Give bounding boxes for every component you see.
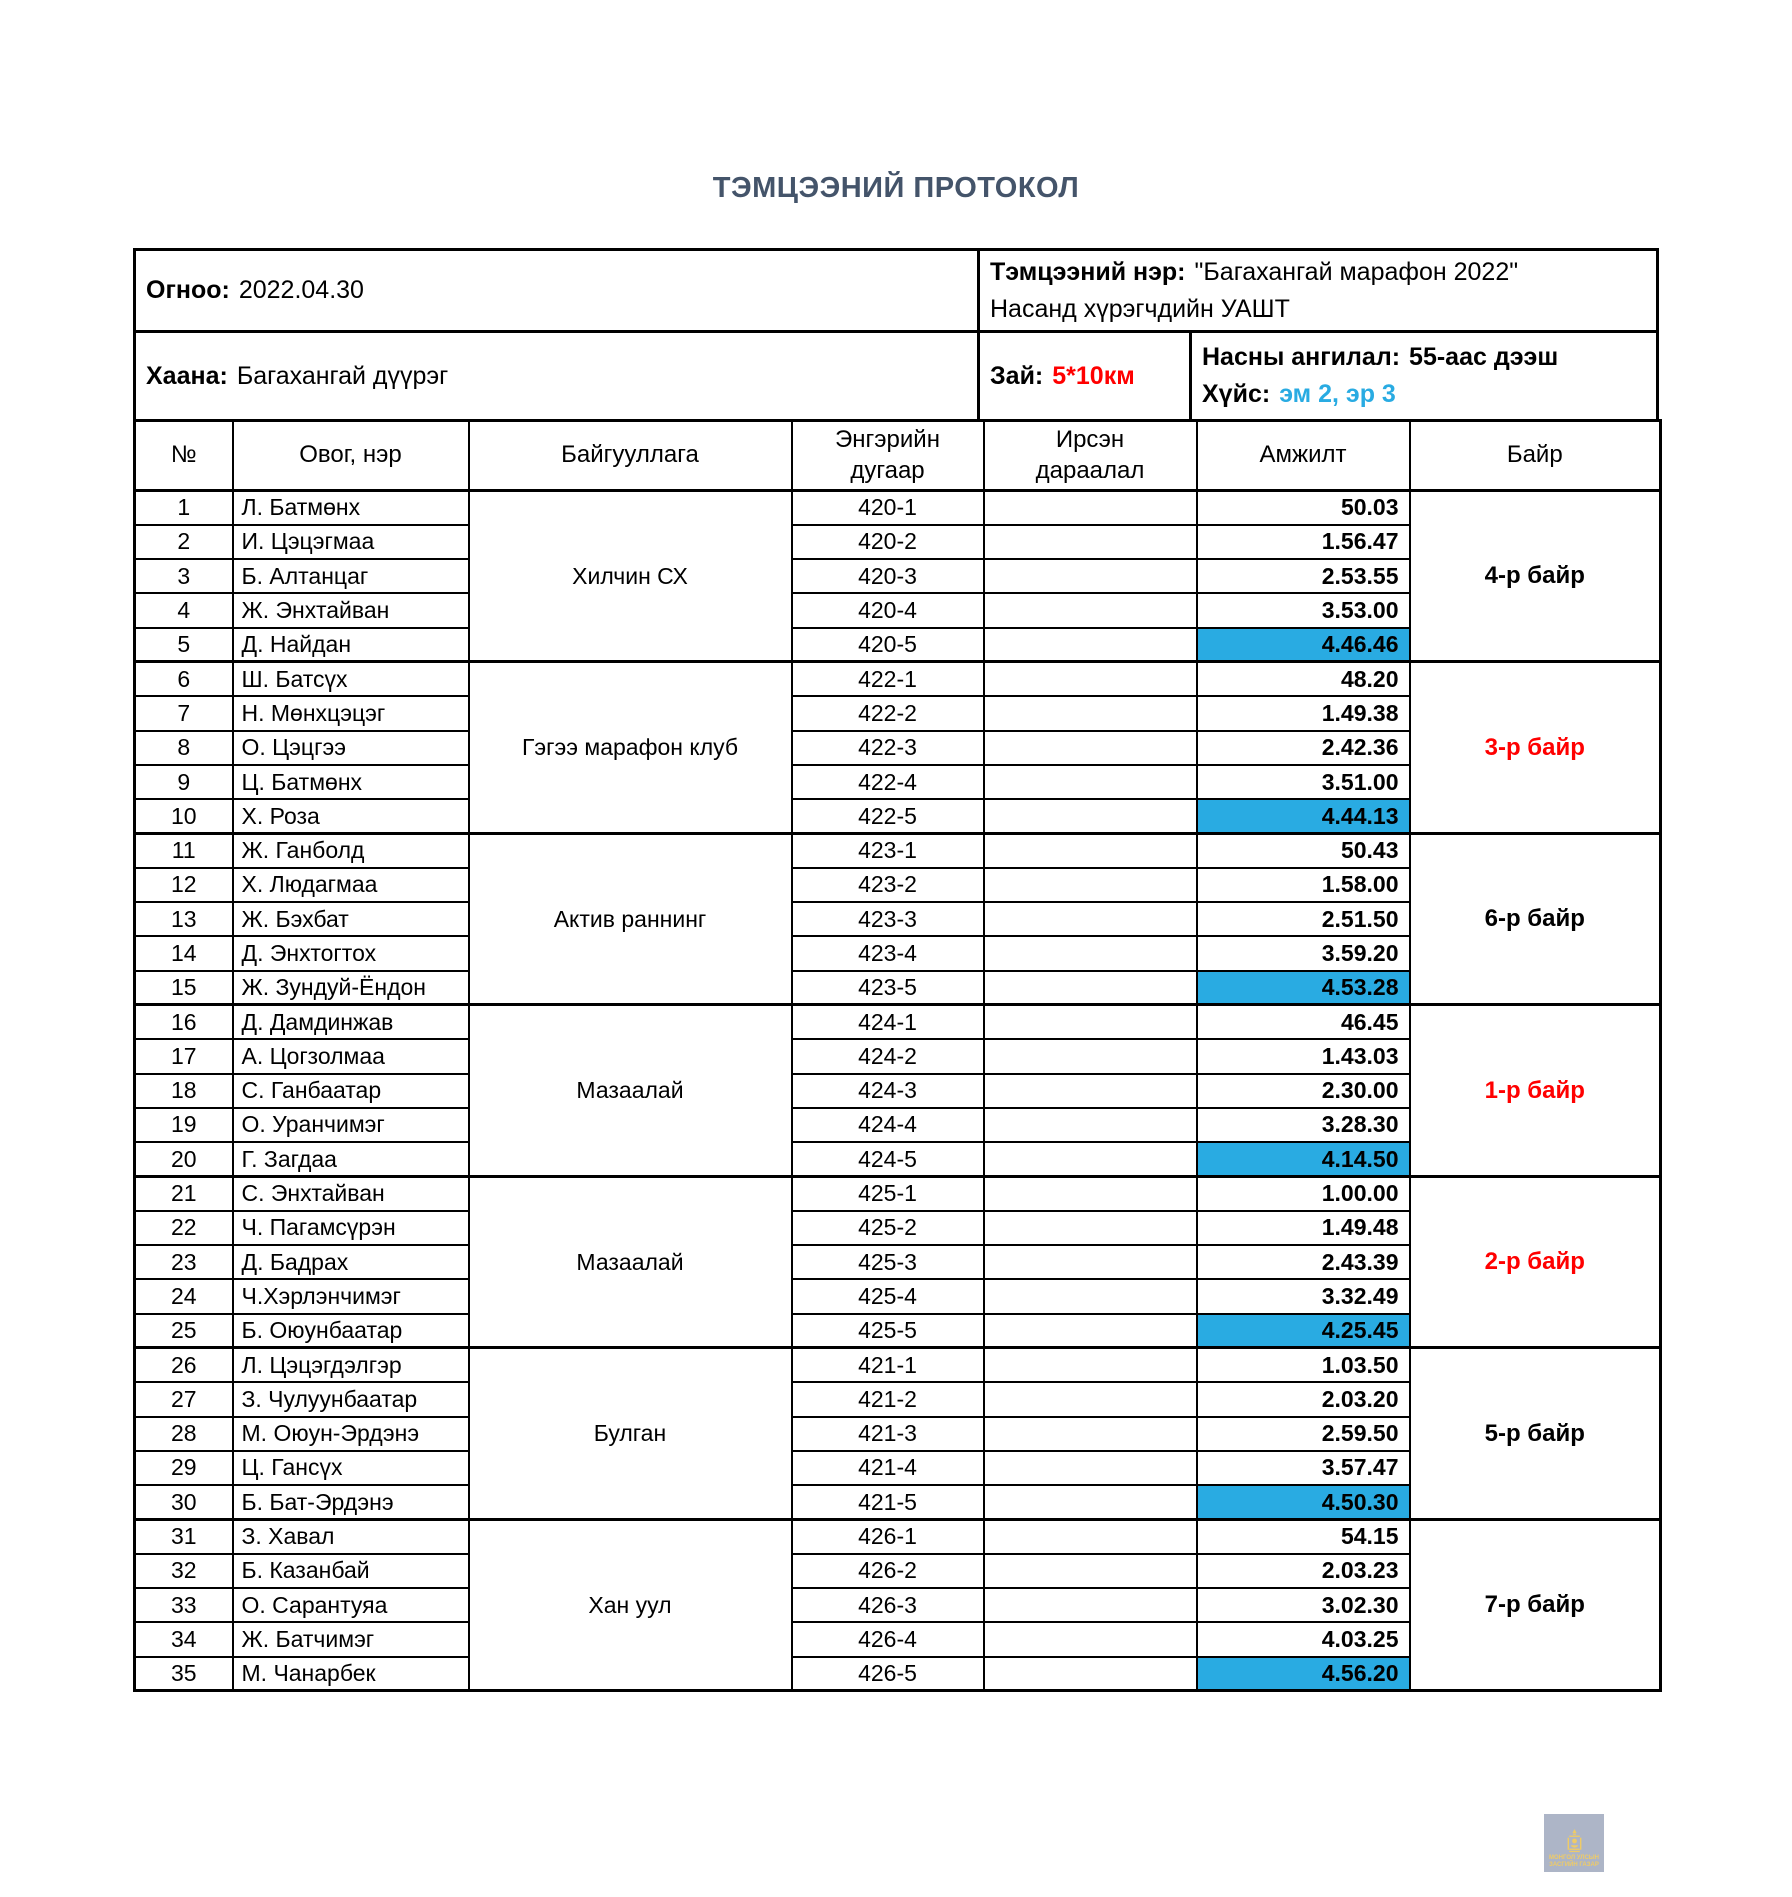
- table-row: [135, 1348, 1661, 1382]
- result-time-cell: 2.53.55: [1197, 559, 1410, 593]
- age-value: 55-аас дээш: [1409, 343, 1559, 371]
- athlete-name-cell: О. Уранчимэг: [233, 1108, 469, 1142]
- result-time-cell: 2.03.23: [1197, 1554, 1410, 1588]
- bib-number-cell: 424-4: [792, 1108, 984, 1142]
- logo-text-line1: МОНГОЛ УЛСЫН: [1549, 1854, 1599, 1861]
- bib-number-cell: 425-2: [792, 1211, 984, 1245]
- bib-number-cell: 421-3: [792, 1417, 984, 1451]
- arrival-order-cell: [984, 1382, 1197, 1416]
- bib-number-cell: 426-3: [792, 1588, 984, 1622]
- row-number-cell: 27: [135, 1382, 233, 1416]
- arrival-order-cell: [984, 765, 1197, 799]
- row-number-cell: 3: [135, 559, 233, 593]
- arrival-order-cell: [984, 1245, 1197, 1279]
- table-row: [135, 662, 1661, 696]
- bib-number-cell: 420-1: [792, 491, 984, 525]
- arrival-order-cell: [984, 1074, 1197, 1108]
- organization-cell: Мазаалай: [469, 1176, 792, 1347]
- result-time-cell: 3.02.30: [1197, 1588, 1410, 1622]
- col-place: Байр: [1410, 421, 1661, 491]
- organization-cell: Хан уул: [469, 1519, 792, 1690]
- result-time-cell: 2.59.50: [1197, 1417, 1410, 1451]
- arrival-order-cell: [984, 1622, 1197, 1656]
- athlete-name-cell: С. Энхтайван: [233, 1176, 469, 1210]
- bib-number-cell: 421-5: [792, 1485, 984, 1519]
- row-number-cell: 26: [135, 1348, 233, 1382]
- result-time-cell: 4.25.45: [1197, 1314, 1410, 1348]
- arrival-order-cell: [984, 868, 1197, 902]
- team-place-cell: 1-р байр: [1410, 1005, 1661, 1176]
- arrival-order-cell: [984, 971, 1197, 1005]
- result-time-cell: 46.45: [1197, 1005, 1410, 1039]
- arrival-order-cell: [984, 1451, 1197, 1485]
- row-number-cell: 21: [135, 1176, 233, 1210]
- athlete-name-cell: Б. Бат-Эрдэнэ: [233, 1485, 469, 1519]
- organization-cell: Гэгээ марафон клуб: [469, 662, 792, 833]
- row-number-cell: 18: [135, 1074, 233, 1108]
- row-number-cell: 12: [135, 868, 233, 902]
- arrival-order-cell: [984, 1176, 1197, 1210]
- row-number-cell: 6: [135, 662, 233, 696]
- athlete-name-cell: Л. Батмөнх: [233, 491, 469, 525]
- bib-number-cell: 422-3: [792, 731, 984, 765]
- arrival-order-cell: [984, 1142, 1197, 1176]
- bib-number-cell: 425-4: [792, 1279, 984, 1313]
- row-number-cell: 17: [135, 1039, 233, 1073]
- bib-number-cell: 423-5: [792, 971, 984, 1005]
- distance-label: Зай:: [990, 361, 1044, 390]
- results-table-header: [135, 421, 1661, 491]
- event-label: Тэмцээний нэр:: [990, 257, 1186, 286]
- row-number-cell: 35: [135, 1657, 233, 1691]
- bib-number-cell: 423-1: [792, 833, 984, 867]
- row-number-cell: 7: [135, 696, 233, 730]
- row-number-cell: 14: [135, 936, 233, 970]
- row-number-cell: 10: [135, 799, 233, 833]
- bib-number-cell: 422-1: [792, 662, 984, 696]
- row-number-cell: 25: [135, 1314, 233, 1348]
- government-logo: [1544, 1814, 1604, 1872]
- bib-number-cell: 424-1: [792, 1005, 984, 1039]
- result-time-cell: 2.42.36: [1197, 731, 1410, 765]
- logo-text-line2: ЗАСГИЙН ГАЗАР: [1549, 1861, 1599, 1868]
- row-number-cell: 9: [135, 765, 233, 799]
- athlete-name-cell: Х. Людагмаа: [233, 868, 469, 902]
- row-number-cell: 15: [135, 971, 233, 1005]
- arrival-order-cell: [984, 731, 1197, 765]
- athlete-name-cell: Л. Цэцэгдэлгэр: [233, 1348, 469, 1382]
- athlete-name-cell: Н. Мөнхцэцэг: [233, 696, 469, 730]
- row-number-cell: 28: [135, 1417, 233, 1451]
- arrival-order-cell: [984, 1657, 1197, 1691]
- arrival-order-cell: [984, 628, 1197, 662]
- arrival-order-cell: [984, 1554, 1197, 1588]
- athlete-name-cell: О. Сарантуяа: [233, 1588, 469, 1622]
- header-row: [135, 421, 1661, 491]
- arrival-order-cell: [984, 833, 1197, 867]
- athlete-name-cell: Ц. Гансүх: [233, 1451, 469, 1485]
- arrival-order-cell: [984, 662, 1197, 696]
- arrival-order-cell: [984, 1348, 1197, 1382]
- date-label: Огноо:: [146, 276, 230, 304]
- gender-label: Хүйс:: [1202, 380, 1271, 408]
- bib-number-cell: 424-2: [792, 1039, 984, 1073]
- result-time-cell: 4.14.50: [1197, 1142, 1410, 1176]
- athlete-name-cell: Г. Загдаа: [233, 1142, 469, 1176]
- soyombo-icon: [1567, 1829, 1582, 1853]
- date-cell: [136, 251, 980, 330]
- result-time-cell: 3.51.00: [1197, 765, 1410, 799]
- result-time-cell: 4.46.46: [1197, 628, 1410, 662]
- col-bib: Энгэрийн дугаар: [792, 421, 984, 491]
- result-time-cell: 1.56.47: [1197, 525, 1410, 559]
- team-place-cell: 4-р байр: [1410, 491, 1661, 662]
- result-time-cell: 2.51.50: [1197, 902, 1410, 936]
- row-number-cell: 2: [135, 525, 233, 559]
- category-cell: [1192, 333, 1656, 419]
- result-time-cell: 54.15: [1197, 1519, 1410, 1553]
- athlete-name-cell: А. Цогзолмаа: [233, 1039, 469, 1073]
- bib-number-cell: 422-4: [792, 765, 984, 799]
- result-time-cell: 4.53.28: [1197, 971, 1410, 1005]
- bib-number-cell: 424-5: [792, 1142, 984, 1176]
- organization-cell: Хилчин СХ: [469, 491, 792, 662]
- arrival-order-cell: [984, 1005, 1197, 1039]
- athlete-name-cell: Ч.Хэрлэнчимэг: [233, 1279, 469, 1313]
- result-time-cell: 4.44.13: [1197, 799, 1410, 833]
- row-number-cell: 8: [135, 731, 233, 765]
- result-time-cell: 1.43.03: [1197, 1039, 1410, 1073]
- athlete-name-cell: Ц. Батмөнх: [233, 765, 469, 799]
- bib-number-cell: 423-3: [792, 902, 984, 936]
- athlete-name-cell: М. Чанарбек: [233, 1657, 469, 1691]
- athlete-name-cell: Ж. Зундуй-Ёндон: [233, 971, 469, 1005]
- where-value: Багахангай дүүрэг: [236, 361, 449, 390]
- result-time-cell: 1.00.00: [1197, 1176, 1410, 1210]
- bib-number-cell: 424-3: [792, 1074, 984, 1108]
- team-place-cell: 7-р байр: [1410, 1519, 1661, 1690]
- arrival-order-cell: [984, 696, 1197, 730]
- result-time-cell: 3.57.47: [1197, 1451, 1410, 1485]
- athlete-name-cell: Д. Энхтогтох: [233, 936, 469, 970]
- bib-number-cell: 420-3: [792, 559, 984, 593]
- row-number-cell: 34: [135, 1622, 233, 1656]
- result-time-cell: 2.30.00: [1197, 1074, 1410, 1108]
- protocol-sheet: [133, 248, 1659, 1692]
- info-row-2: [136, 333, 1656, 419]
- athlete-name-cell: О. Цэцгээ: [233, 731, 469, 765]
- row-number-cell: 11: [135, 833, 233, 867]
- athlete-name-cell: Ч. Пагамсүрэн: [233, 1211, 469, 1245]
- row-number-cell: 16: [135, 1005, 233, 1039]
- arrival-order-cell: [984, 1417, 1197, 1451]
- athlete-name-cell: З. Хавал: [233, 1519, 469, 1553]
- age-label: Насны ангилал:: [1202, 343, 1401, 371]
- arrival-order-cell: [984, 593, 1197, 627]
- athlete-name-cell: С. Ганбаатар: [233, 1074, 469, 1108]
- arrival-order-cell: [984, 799, 1197, 833]
- result-time-cell: 4.03.25: [1197, 1622, 1410, 1656]
- athlete-name-cell: Ш. Батсүх: [233, 662, 469, 696]
- bib-number-cell: 425-1: [792, 1176, 984, 1210]
- result-time-cell: 3.59.20: [1197, 936, 1410, 970]
- table-row: [135, 1519, 1661, 1553]
- result-time-cell: 1.49.38: [1197, 696, 1410, 730]
- col-no: №: [135, 421, 233, 491]
- result-time-cell: 2.43.39: [1197, 1245, 1410, 1279]
- arrival-order-cell: [984, 559, 1197, 593]
- date-value: 2022.04.30: [238, 276, 364, 304]
- row-number-cell: 4: [135, 593, 233, 627]
- event-name-cell: [980, 251, 1656, 330]
- gender-value: эм 2, эр 3: [1279, 380, 1396, 408]
- organization-cell: Мазаалай: [469, 1005, 792, 1176]
- table-row: [135, 491, 1661, 525]
- result-time-cell: 48.20: [1197, 662, 1410, 696]
- table-row: [135, 1005, 1661, 1039]
- result-time-cell: 50.03: [1197, 491, 1410, 525]
- athlete-name-cell: И. Цэцэгмаа: [233, 525, 469, 559]
- bib-number-cell: 425-3: [792, 1245, 984, 1279]
- bib-number-cell: 420-4: [792, 593, 984, 627]
- result-time-cell: 3.53.00: [1197, 593, 1410, 627]
- col-org: Байгууллага: [469, 421, 792, 491]
- col-name: Овог, нэр: [233, 421, 469, 491]
- arrival-order-cell: [984, 525, 1197, 559]
- arrival-order-cell: [984, 1314, 1197, 1348]
- row-number-cell: 32: [135, 1554, 233, 1588]
- bib-number-cell: 426-2: [792, 1554, 984, 1588]
- arrival-order-cell: [984, 1279, 1197, 1313]
- info-row-1: [136, 251, 1656, 333]
- arrival-order-cell: [984, 1485, 1197, 1519]
- result-time-cell: 2.03.20: [1197, 1382, 1410, 1416]
- row-number-cell: 19: [135, 1108, 233, 1142]
- athlete-name-cell: Ж. Батчимэг: [233, 1622, 469, 1656]
- athlete-name-cell: Б. Алтанцаг: [233, 559, 469, 593]
- bib-number-cell: 426-4: [792, 1622, 984, 1656]
- athlete-name-cell: З. Чулуунбаатар: [233, 1382, 469, 1416]
- col-result: Амжилт: [1197, 421, 1410, 491]
- result-time-cell: 3.32.49: [1197, 1279, 1410, 1313]
- team-place-cell: 6-р байр: [1410, 833, 1661, 1004]
- table-row: [135, 1176, 1661, 1210]
- athlete-name-cell: Д. Дамдинжав: [233, 1005, 469, 1039]
- row-number-cell: 23: [135, 1245, 233, 1279]
- organization-cell: Актив раннинг: [469, 833, 792, 1004]
- distance-value: 5*10км: [1052, 361, 1135, 390]
- result-time-cell: 1.58.00: [1197, 868, 1410, 902]
- bib-number-cell: 420-2: [792, 525, 984, 559]
- athlete-name-cell: Ж. Энхтайван: [233, 593, 469, 627]
- where-label: Хаана:: [146, 361, 228, 390]
- team-place-cell: 5-р байр: [1410, 1348, 1661, 1519]
- results-table: [133, 419, 1662, 1692]
- bib-number-cell: 426-5: [792, 1657, 984, 1691]
- row-number-cell: 31: [135, 1519, 233, 1553]
- bib-number-cell: 426-1: [792, 1519, 984, 1553]
- row-number-cell: 20: [135, 1142, 233, 1176]
- arrival-order-cell: [984, 902, 1197, 936]
- result-time-cell: 4.50.30: [1197, 1485, 1410, 1519]
- info-box: [133, 248, 1659, 422]
- bib-number-cell: 421-4: [792, 1451, 984, 1485]
- row-number-cell: 30: [135, 1485, 233, 1519]
- bib-number-cell: 425-5: [792, 1314, 984, 1348]
- row-number-cell: 24: [135, 1279, 233, 1313]
- team-place-cell: 3-р байр: [1410, 662, 1661, 833]
- arrival-order-cell: [984, 1211, 1197, 1245]
- arrival-order-cell: [984, 1588, 1197, 1622]
- result-time-cell: 50.43: [1197, 833, 1410, 867]
- bib-number-cell: 423-4: [792, 936, 984, 970]
- team-place-cell: 2-р байр: [1410, 1176, 1661, 1347]
- bib-number-cell: 422-2: [792, 696, 984, 730]
- athlete-name-cell: Ж. Бэхбат: [233, 902, 469, 936]
- athlete-name-cell: М. Оюун-Эрдэнэ: [233, 1417, 469, 1451]
- result-time-cell: 4.56.20: [1197, 1657, 1410, 1691]
- row-number-cell: 22: [135, 1211, 233, 1245]
- event-line2: Насанд хүрэгчдийн УАШТ: [990, 294, 1290, 323]
- athlete-name-cell: Д. Найдан: [233, 628, 469, 662]
- result-time-cell: 1.49.48: [1197, 1211, 1410, 1245]
- result-time-cell: 3.28.30: [1197, 1108, 1410, 1142]
- row-number-cell: 5: [135, 628, 233, 662]
- result-time-cell: 1.03.50: [1197, 1348, 1410, 1382]
- distance-cell: [980, 333, 1192, 419]
- table-row: [135, 833, 1661, 867]
- arrival-order-cell: [984, 936, 1197, 970]
- where-cell: [136, 333, 980, 419]
- organization-cell: Булган: [469, 1348, 792, 1519]
- bib-number-cell: 423-2: [792, 868, 984, 902]
- bib-number-cell: 422-5: [792, 799, 984, 833]
- bib-number-cell: 421-2: [792, 1382, 984, 1416]
- athlete-name-cell: Ж. Ганболд: [233, 833, 469, 867]
- row-number-cell: 1: [135, 491, 233, 525]
- arrival-order-cell: [984, 1519, 1197, 1553]
- event-value: "Багахангай марафон 2022": [1194, 257, 1519, 286]
- athlete-name-cell: Д. Бадрах: [233, 1245, 469, 1279]
- athlete-name-cell: Х. Роза: [233, 799, 469, 833]
- results-table-body: [135, 491, 1661, 1691]
- arrival-order-cell: [984, 1108, 1197, 1142]
- athlete-name-cell: Б. Оюунбаатар: [233, 1314, 469, 1348]
- row-number-cell: 29: [135, 1451, 233, 1485]
- athlete-name-cell: Б. Казанбай: [233, 1554, 469, 1588]
- bib-number-cell: 421-1: [792, 1348, 984, 1382]
- bib-number-cell: 420-5: [792, 628, 984, 662]
- arrival-order-cell: [984, 491, 1197, 525]
- page-title: ТЭМЦЭЭНИЙ ПРОТОКОЛ: [712, 172, 1080, 204]
- arrival-order-cell: [984, 1039, 1197, 1073]
- row-number-cell: 13: [135, 902, 233, 936]
- col-arrival: Ирсэн дараалал: [984, 421, 1197, 491]
- row-number-cell: 33: [135, 1588, 233, 1622]
